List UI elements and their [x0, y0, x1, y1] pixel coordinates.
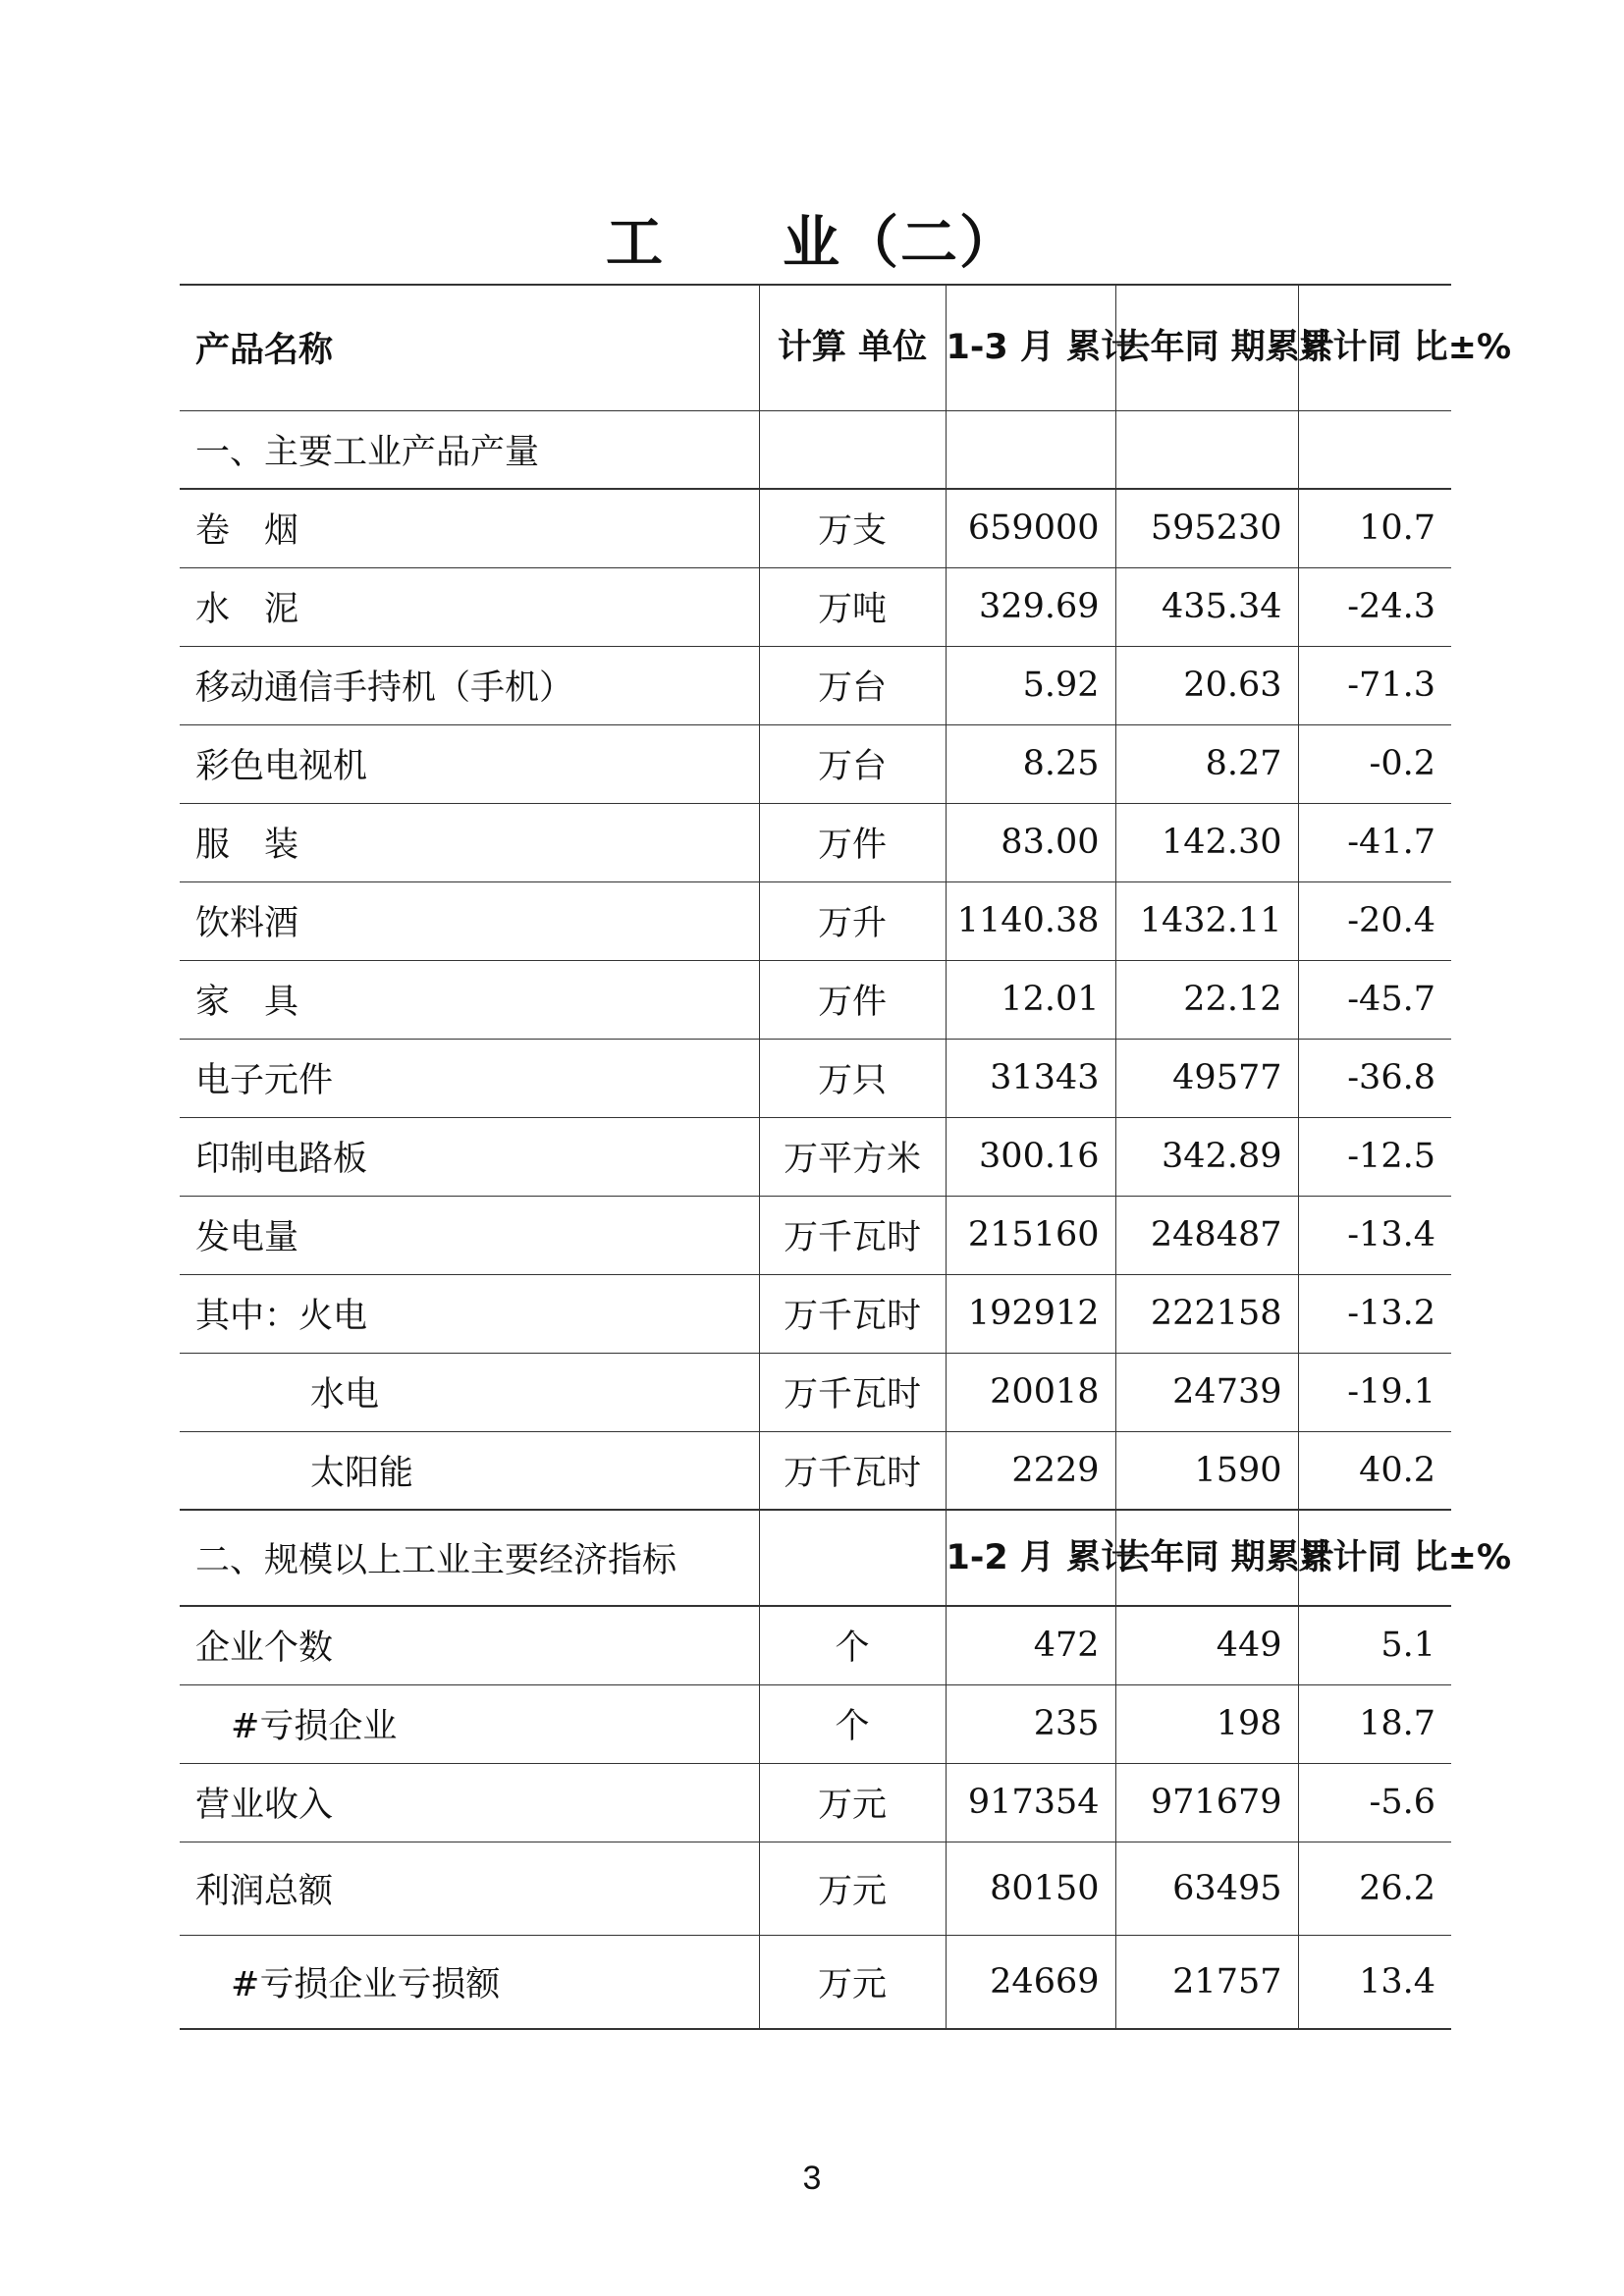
current-value: 12.01 — [946, 960, 1115, 1039]
table-header-row — [180, 285, 1451, 410]
table-row — [180, 1431, 1451, 1510]
table-row — [180, 881, 1451, 960]
current-value: 659000 — [946, 489, 1115, 567]
previous-value: 22.12 — [1115, 960, 1298, 1039]
product-name: 饮料酒 — [180, 881, 759, 960]
unit-cell: 万件 — [759, 960, 946, 1039]
yoy-value: -20.4 — [1298, 881, 1451, 960]
current-value: 20018 — [946, 1353, 1115, 1431]
product-name: 服 装 — [180, 803, 759, 881]
empty-cell — [946, 410, 1115, 489]
yoy-value: -12.5 — [1298, 1117, 1451, 1196]
indicators-body — [180, 1606, 1451, 2029]
header-product-name: 产品名称 — [180, 285, 759, 410]
yoy-value: -41.7 — [1298, 803, 1451, 881]
unit-cell: 万件 — [759, 803, 946, 881]
unit-cell: 万千瓦时 — [759, 1196, 946, 1274]
previous-value: 595230 — [1115, 489, 1298, 567]
header-previous-cumulative: 去年同 期累计 — [1115, 285, 1298, 410]
yoy-value: -36.8 — [1298, 1039, 1451, 1117]
table-row — [180, 1039, 1451, 1117]
table-row — [180, 1274, 1451, 1353]
product-name: 企业个数 — [180, 1606, 759, 1684]
current-value: 1140.38 — [946, 881, 1115, 960]
yoy-value: -71.3 — [1298, 646, 1451, 724]
unit-cell: 万千瓦时 — [759, 1353, 946, 1431]
header-yoy-change: 累计同 比±% — [1298, 1510, 1451, 1606]
yoy-value: -13.4 — [1298, 1196, 1451, 1274]
current-value: 300.16 — [946, 1117, 1115, 1196]
section-header-row — [180, 1510, 1451, 1606]
table-row — [180, 567, 1451, 646]
product-name: 营业收入 — [180, 1763, 759, 1842]
unit-cell: 万升 — [759, 881, 946, 960]
page-title: 工 业（二） — [605, 209, 1018, 276]
product-name: 移动通信手持机（手机） — [180, 646, 759, 724]
previous-value: 449 — [1115, 1606, 1298, 1684]
product-name: 印制电路板 — [180, 1117, 759, 1196]
product-name: 家 具 — [180, 960, 759, 1039]
current-value: 5.92 — [946, 646, 1115, 724]
yoy-value: 5.1 — [1298, 1606, 1451, 1684]
table-row — [180, 724, 1451, 803]
previous-value: 342.89 — [1115, 1117, 1298, 1196]
yoy-value: -19.1 — [1298, 1353, 1451, 1431]
previous-value: 49577 — [1115, 1039, 1298, 1117]
empty-cell — [759, 1510, 946, 1606]
product-name: 电子元件 — [180, 1039, 759, 1117]
empty-cell — [1298, 410, 1451, 489]
table-row — [180, 960, 1451, 1039]
current-value: 215160 — [946, 1196, 1115, 1274]
current-value: 24669 — [946, 1935, 1115, 2029]
products-body — [180, 489, 1451, 1510]
current-value: 2229 — [946, 1431, 1115, 1510]
unit-cell: 个 — [759, 1684, 946, 1763]
yoy-value: -0.2 — [1298, 724, 1451, 803]
product-name: 利润总额 — [180, 1842, 759, 1935]
table-row — [180, 1117, 1451, 1196]
header-current-cumulative: 1-2 月 累计 — [946, 1510, 1115, 1606]
previous-value: 222158 — [1115, 1274, 1298, 1353]
unit-cell: 万吨 — [759, 567, 946, 646]
yoy-value: 10.7 — [1298, 489, 1451, 567]
table-row — [180, 1606, 1451, 1684]
current-value: 917354 — [946, 1763, 1115, 1842]
yoy-value: 13.4 — [1298, 1935, 1451, 2029]
unit-cell: 万千瓦时 — [759, 1431, 946, 1510]
current-value: 329.69 — [946, 567, 1115, 646]
table-row — [180, 1196, 1451, 1274]
product-name: 水电 — [180, 1353, 759, 1431]
section-title: 二、规模以上工业主要经济指标 — [180, 1510, 759, 1606]
previous-value: 8.27 — [1115, 724, 1298, 803]
table-row — [180, 646, 1451, 724]
header-current-cumulative: 1-3 月 累计 — [946, 285, 1115, 410]
unit-cell: 万只 — [759, 1039, 946, 1117]
current-value: 192912 — [946, 1274, 1115, 1353]
section-title: 一、主要工业产品产量 — [180, 410, 759, 489]
unit-cell: 个 — [759, 1606, 946, 1684]
product-name: 太阳能 — [180, 1431, 759, 1510]
current-value: 472 — [946, 1606, 1115, 1684]
previous-value: 971679 — [1115, 1763, 1298, 1842]
previous-value: 248487 — [1115, 1196, 1298, 1274]
yoy-value: -45.7 — [1298, 960, 1451, 1039]
current-value: 83.00 — [946, 803, 1115, 881]
page-number: 3 — [802, 2160, 822, 2197]
header-yoy-change: 累计同 比±% — [1298, 285, 1451, 410]
unit-cell: 万台 — [759, 646, 946, 724]
yoy-value: 40.2 — [1298, 1431, 1451, 1510]
product-name: 发电量 — [180, 1196, 759, 1274]
unit-cell: 万元 — [759, 1763, 946, 1842]
header-previous-cumulative: 去年同 期累计 — [1115, 1510, 1298, 1606]
current-value: 8.25 — [946, 724, 1115, 803]
previous-value: 20.63 — [1115, 646, 1298, 724]
table-row — [180, 1842, 1451, 1935]
table-row — [180, 1353, 1451, 1431]
unit-cell: 万支 — [759, 489, 946, 567]
unit-cell: 万元 — [759, 1935, 946, 2029]
yoy-value: -24.3 — [1298, 567, 1451, 646]
yoy-value: -5.6 — [1298, 1763, 1451, 1842]
section-row — [180, 410, 1451, 489]
yoy-value: 26.2 — [1298, 1842, 1451, 1935]
unit-cell: 万千瓦时 — [759, 1274, 946, 1353]
product-name: 水 泥 — [180, 567, 759, 646]
previous-value: 21757 — [1115, 1935, 1298, 2029]
previous-value: 435.34 — [1115, 567, 1298, 646]
current-value: 80150 — [946, 1842, 1115, 1935]
product-name: #亏损企业 — [180, 1684, 759, 1763]
table-row — [180, 803, 1451, 881]
yoy-value: -13.2 — [1298, 1274, 1451, 1353]
previous-value: 63495 — [1115, 1842, 1298, 1935]
empty-cell — [1115, 410, 1298, 489]
previous-value: 1590 — [1115, 1431, 1298, 1510]
table-row — [180, 1763, 1451, 1842]
industry-table — [180, 284, 1512, 2030]
product-name: #亏损企业亏损额 — [180, 1935, 759, 2029]
table-row — [180, 1684, 1451, 1763]
empty-cell — [759, 410, 946, 489]
unit-cell: 万元 — [759, 1842, 946, 1935]
table-row — [180, 489, 1451, 567]
header-unit: 计算 单位 — [759, 285, 946, 410]
current-value: 31343 — [946, 1039, 1115, 1117]
product-name: 卷 烟 — [180, 489, 759, 567]
unit-cell: 万台 — [759, 724, 946, 803]
product-name: 彩色电视机 — [180, 724, 759, 803]
previous-value: 142.30 — [1115, 803, 1298, 881]
yoy-value: 18.7 — [1298, 1684, 1451, 1763]
table-row — [180, 1935, 1451, 2029]
current-value: 235 — [946, 1684, 1115, 1763]
previous-value: 1432.11 — [1115, 881, 1298, 960]
unit-cell: 万平方米 — [759, 1117, 946, 1196]
product-name: 其中：火电 — [180, 1274, 759, 1353]
previous-value: 198 — [1115, 1684, 1298, 1763]
previous-value: 24739 — [1115, 1353, 1298, 1431]
